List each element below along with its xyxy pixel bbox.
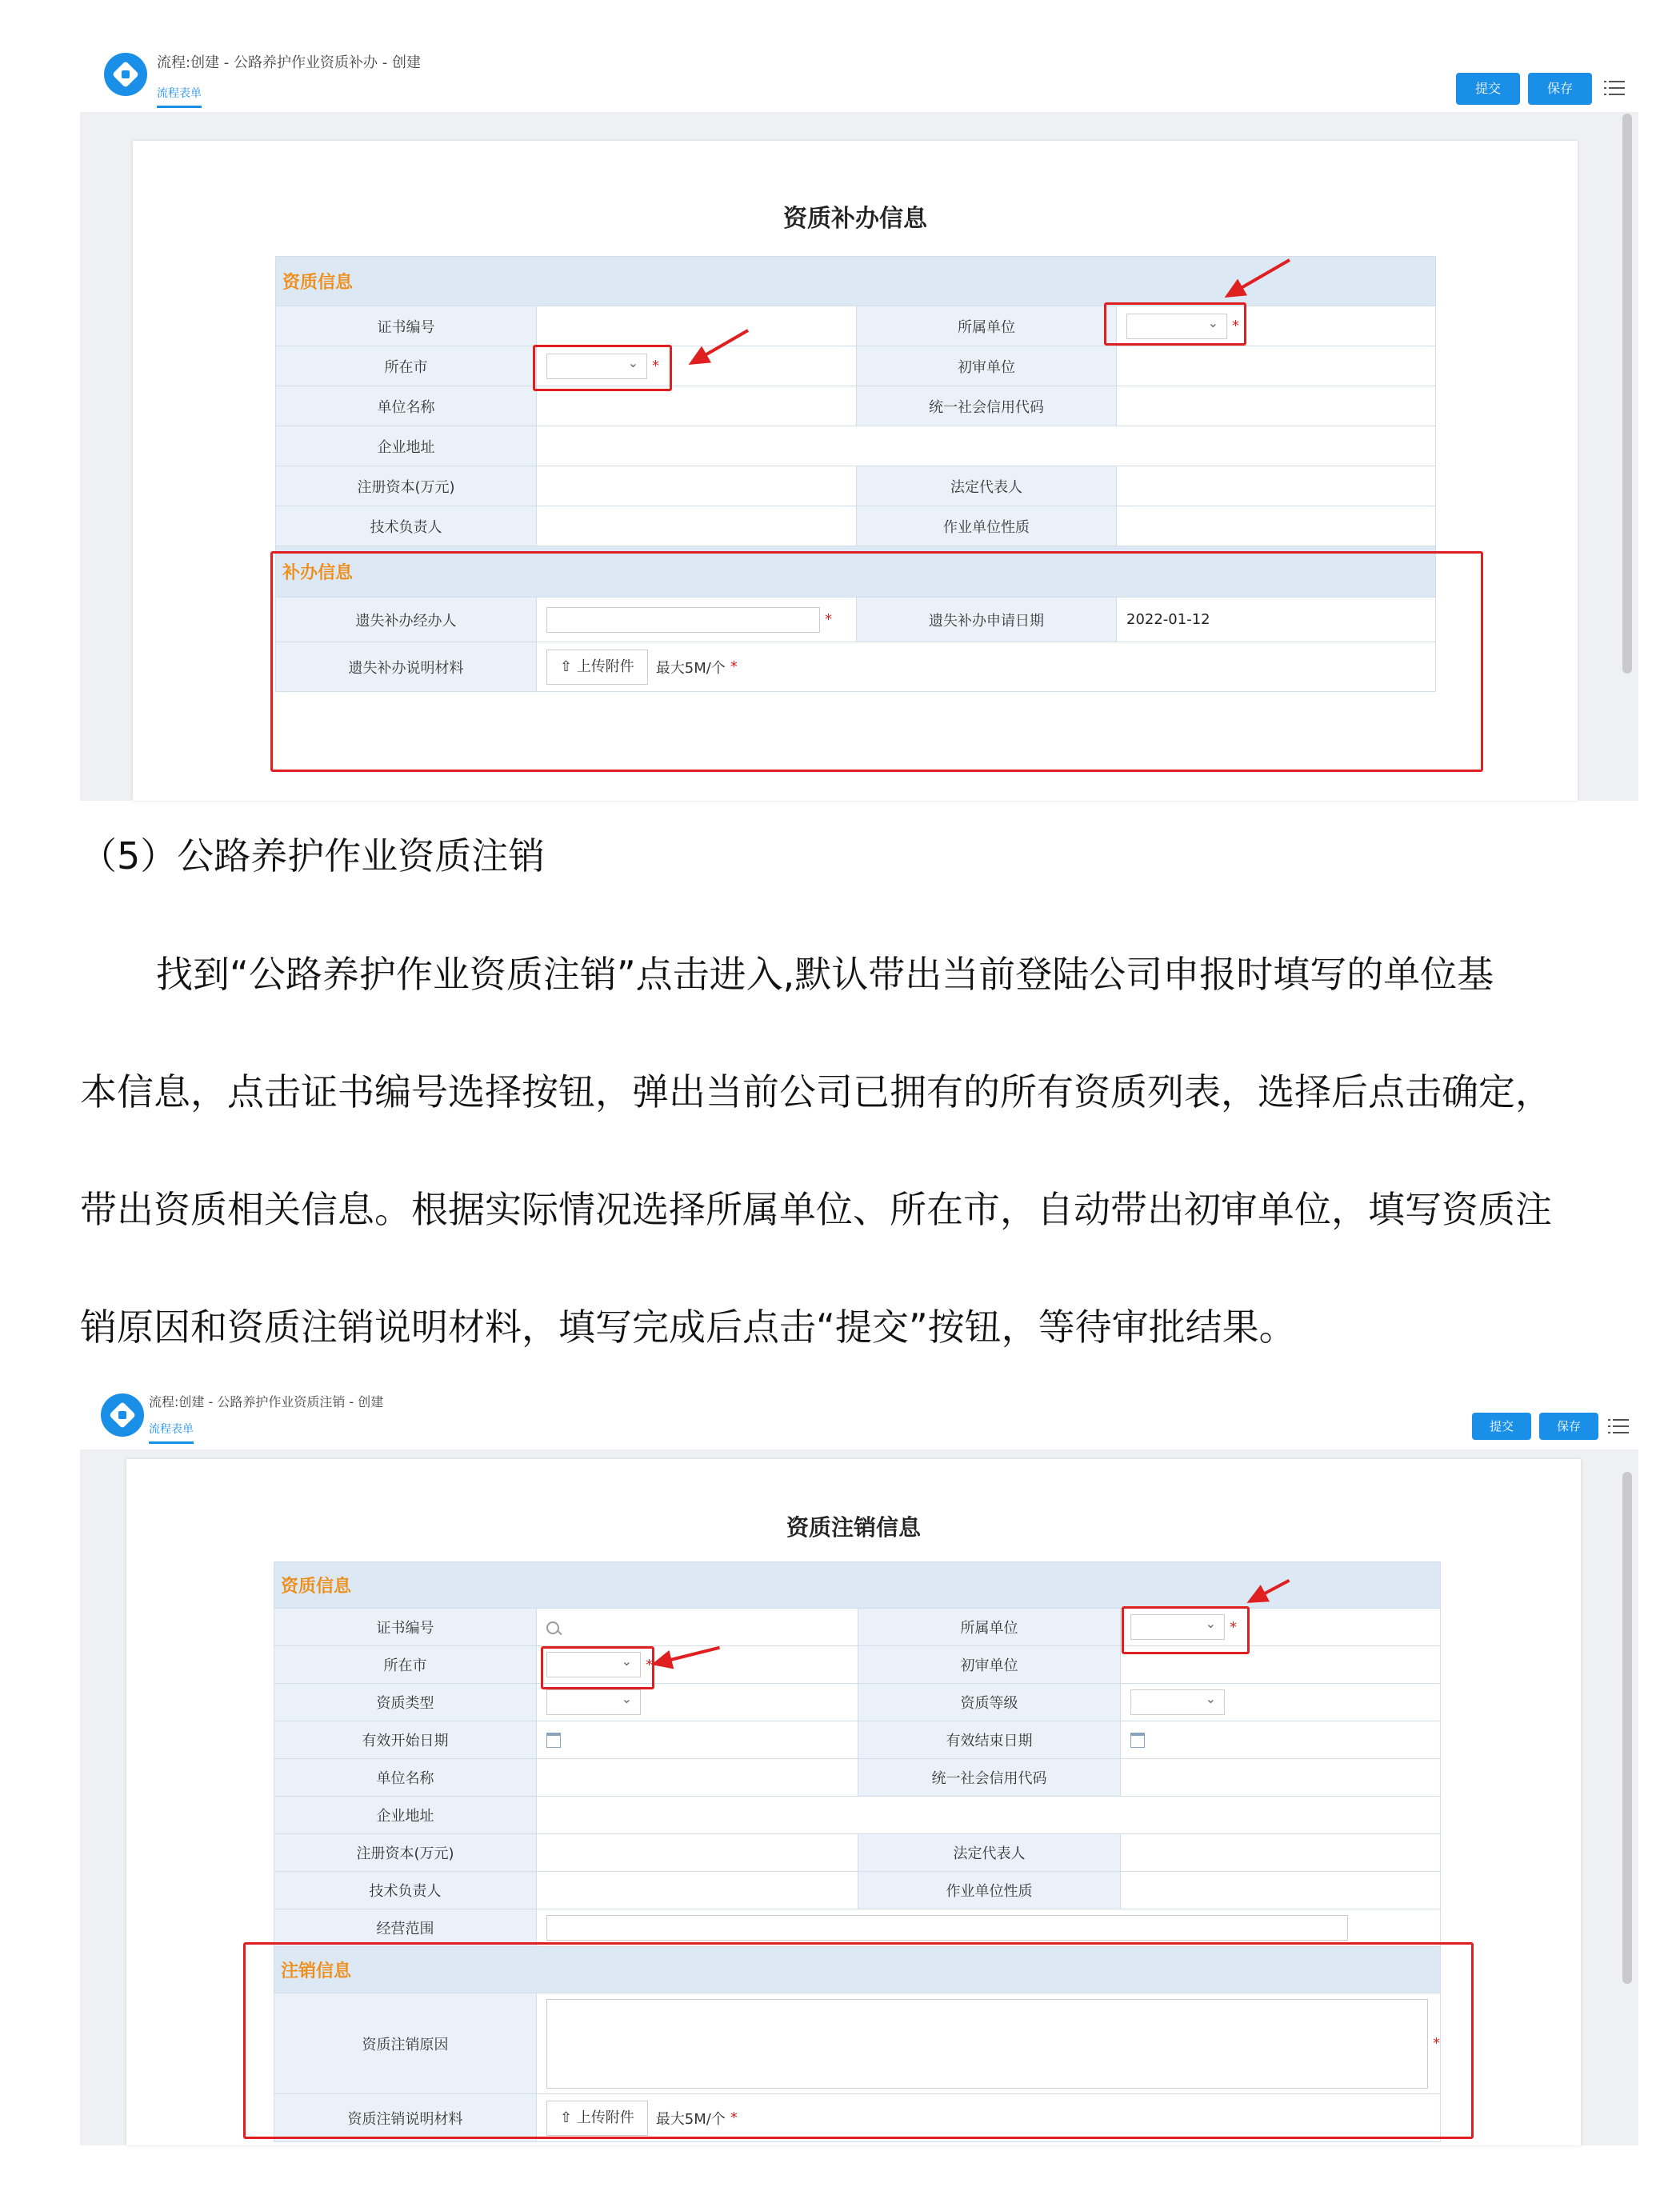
section-qualification-info: 资质信息 xyxy=(274,1562,1441,1609)
section-heading: （5）公路养护作业资质注销 xyxy=(80,834,546,878)
app-logo-icon xyxy=(101,1393,144,1437)
label-legal-rep: 法定代表人 xyxy=(857,466,1117,506)
label-start-date: 有效开始日期 xyxy=(274,1721,537,1759)
required-star: * xyxy=(652,358,659,374)
submit-button[interactable]: 提交 xyxy=(1456,73,1520,105)
flow-title: 流程:创建 - 公路养护作业资质补办 - 创建 xyxy=(157,54,421,71)
flow-title: 流程:创建 - 公路养护作业资质注销 - 创建 xyxy=(149,1394,384,1409)
capital-field xyxy=(537,466,857,506)
legal-rep-field xyxy=(1121,1834,1441,1872)
label-capital: 注册资本(万元) xyxy=(274,1834,537,1872)
tech-lead-field xyxy=(537,506,857,546)
label-cert-no: 证书编号 xyxy=(276,306,537,346)
required-star: * xyxy=(646,1656,653,1673)
label-unit-nature: 作业单位性质 xyxy=(857,506,1117,546)
required-star: * xyxy=(1230,1618,1237,1636)
label-city: 所在市 xyxy=(274,1646,537,1684)
qual-level-select[interactable] xyxy=(1130,1689,1225,1715)
label-tech-lead: 技术负责人 xyxy=(276,506,537,546)
label-cancel-material: 资质注销说明材料 xyxy=(274,2094,537,2142)
address-field xyxy=(537,1797,1441,1834)
label-address: 企业地址 xyxy=(274,1797,537,1834)
annotation-highlight-reissue-section xyxy=(270,551,1483,772)
label-city: 所在市 xyxy=(276,346,537,386)
label-legal-rep: 法定代表人 xyxy=(858,1834,1121,1872)
unit-nature-field xyxy=(1121,1872,1441,1909)
label-end-date: 有效结束日期 xyxy=(858,1721,1121,1759)
label-qual-type: 资质类型 xyxy=(274,1684,537,1721)
doc-paragraph-line: 找到“公路养护作业资质注销”点击进入,默认带出当前登陆公司申报时填写的单位基 xyxy=(156,953,1494,996)
legal-rep-field xyxy=(1117,466,1436,506)
app-logo-icon xyxy=(104,53,147,96)
upload-label: 上传附件 xyxy=(576,2109,634,2126)
menu-list-icon[interactable] xyxy=(1608,1419,1629,1435)
scope-cell xyxy=(537,1909,1441,1947)
screenshot-qualification-cancellation xyxy=(80,1385,1638,2145)
qual-type-select[interactable] xyxy=(546,1689,641,1715)
annotation-highlight-city xyxy=(533,345,672,391)
calendar-icon[interactable] xyxy=(546,1733,561,1748)
upload-label: 上传附件 xyxy=(576,658,634,675)
upload-icon: ⇧ xyxy=(560,658,577,675)
label-credit-code: 统一社会信用代码 xyxy=(858,1759,1121,1797)
scope-input[interactable] xyxy=(546,1915,1348,1941)
reissue-date-field[interactable]: 2022-01-12 xyxy=(1117,598,1436,642)
first-review-field xyxy=(1117,346,1436,386)
screenshot-qualification-reissue xyxy=(80,45,1638,801)
annotation-highlight-affiliation xyxy=(1104,302,1246,346)
scrollbar[interactable] xyxy=(1622,114,1632,674)
label-address: 企业地址 xyxy=(276,426,537,466)
label-first-review: 初审单位 xyxy=(858,1646,1121,1684)
upload-icon: ⇧ xyxy=(560,2109,577,2126)
save-button[interactable]: 保存 xyxy=(1528,73,1592,105)
tech-lead-field xyxy=(537,1872,858,1909)
label-cert-no: 证书编号 xyxy=(274,1609,537,1646)
label-unit-nature: 作业单位性质 xyxy=(858,1872,1121,1909)
label-unit-name: 单位名称 xyxy=(274,1759,537,1797)
label-affiliation: 所属单位 xyxy=(858,1609,1121,1646)
required-star: * xyxy=(730,2109,738,2126)
section-cancellation-info: 注销信息 xyxy=(274,1947,1441,1993)
label-qual-level: 资质等级 xyxy=(858,1684,1121,1721)
unit-name-field xyxy=(537,1759,858,1797)
label-first-review: 初审单位 xyxy=(857,346,1117,386)
start-date-cell xyxy=(537,1721,858,1759)
annotation-highlight-cancel-section xyxy=(243,1942,1474,2139)
qual-level-cell xyxy=(1121,1684,1441,1721)
tab-flow-form[interactable]: 流程表单 xyxy=(149,1421,194,1444)
doc-paragraph-line: 本信息，点击证书编号选择按钮，弹出当前公司已拥有的所有资质列表，选择后点击确定， xyxy=(80,1070,1552,1113)
doc-paragraph-line: 带出资质相关信息。根据实际情况选择所属单位、所在市，自动带出初审单位，填写资质注 xyxy=(80,1188,1552,1231)
address-field xyxy=(537,426,1436,466)
label-affiliation: 所属单位 xyxy=(857,306,1117,346)
save-button[interactable]: 保存 xyxy=(1539,1413,1598,1440)
app-header xyxy=(80,1385,1638,1449)
end-date-cell xyxy=(1121,1721,1441,1759)
cert-no-cell xyxy=(537,1609,858,1646)
section-reissue-info: 补办信息 xyxy=(276,546,1436,598)
unit-nature-field xyxy=(1117,506,1436,546)
form-title: 资质补办信息 xyxy=(783,205,927,233)
app-header xyxy=(80,45,1638,112)
label-reissue-date: 遗失补办申请日期 xyxy=(857,598,1117,642)
scrollbar[interactable] xyxy=(1622,1472,1632,1984)
doc-paragraph-line: 销原因和资质注销说明材料，填写完成后点击“提交”按钮，等待审批结果。 xyxy=(80,1305,1296,1349)
max-size-note: 最大5M/个 xyxy=(655,659,726,677)
form-title: 资质注销信息 xyxy=(786,1514,921,1541)
label-credit-code: 统一社会信用代码 xyxy=(857,386,1117,426)
calendar-icon[interactable] xyxy=(1130,1733,1145,1748)
label-reissue-handler: 遗失补办经办人 xyxy=(276,598,537,642)
submit-button[interactable]: 提交 xyxy=(1472,1413,1531,1440)
label-capital: 注册资本(万元) xyxy=(276,466,537,506)
annotation-highlight-affiliation xyxy=(1122,1606,1250,1654)
label-cancel-reason: 资质注销原因 xyxy=(274,1993,537,2094)
required-star: * xyxy=(730,658,738,675)
required-star: * xyxy=(1433,2035,1440,2052)
search-icon[interactable] xyxy=(546,1621,559,1634)
menu-list-icon[interactable] xyxy=(1604,81,1625,97)
section-qualification-info: 资质信息 xyxy=(276,257,1436,306)
label-unit-name: 单位名称 xyxy=(276,386,537,426)
capital-field xyxy=(537,1834,858,1872)
required-star: * xyxy=(825,611,832,628)
tab-flow-form[interactable]: 流程表单 xyxy=(157,85,202,108)
label-scope: 经营范围 xyxy=(274,1909,537,1947)
annotation-highlight-city xyxy=(541,1646,654,1689)
label-reissue-material: 遗失补办说明材料 xyxy=(276,642,537,692)
credit-code-field xyxy=(1121,1759,1441,1797)
cert-no-field[interactable] xyxy=(537,306,857,346)
credit-code-field xyxy=(1117,386,1436,426)
label-tech-lead: 技术负责人 xyxy=(274,1872,537,1909)
required-star: * xyxy=(1232,318,1239,334)
unit-name-field xyxy=(537,386,857,426)
max-size-note: 最大5M/个 xyxy=(655,2110,726,2128)
